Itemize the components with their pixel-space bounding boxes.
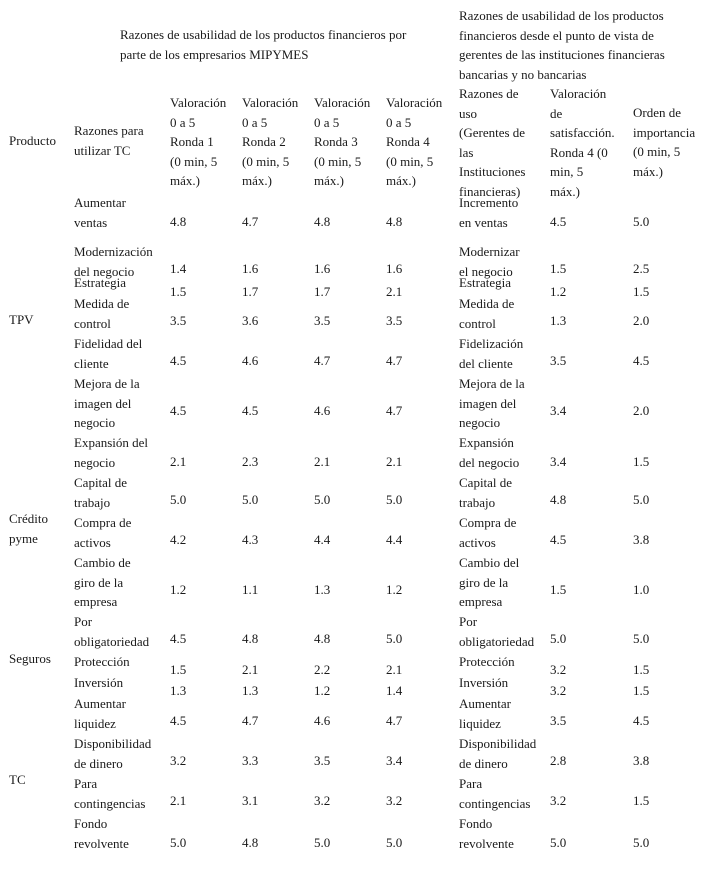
row-ronda-1: 2.1 bbox=[170, 454, 187, 469]
header-importancia: Orden de importancia (0 min, 5 máx.) bbox=[633, 105, 696, 179]
row-ronda-3: 4.7 bbox=[314, 353, 331, 368]
row-ronda-4: 2.1 bbox=[386, 284, 403, 299]
row-importancia: 3.8 bbox=[633, 753, 650, 768]
product-credito-pyme: Crédito pyme bbox=[9, 511, 48, 546]
header-ronda-3: Valoración 0 a 5 Ronda 3 (0 min, 5 máx.) bbox=[314, 95, 371, 188]
row-razon-tc: Expansión del negocio bbox=[74, 435, 149, 470]
row-razon-uso: Cambio del giro de la empresa bbox=[459, 555, 520, 609]
row-ronda-1: 4.8 bbox=[170, 214, 187, 229]
row-importancia: 1.5 bbox=[633, 662, 650, 677]
row-razon-tc: Protección bbox=[74, 654, 130, 669]
row-ronda-3: 3.2 bbox=[314, 793, 331, 808]
row-importancia: 4.5 bbox=[633, 353, 650, 368]
row-satisfaccion: 3.5 bbox=[550, 713, 567, 728]
row-ronda-4: 5.0 bbox=[386, 492, 403, 507]
row-ronda-1: 4.5 bbox=[170, 631, 187, 646]
group-title-mipymes: Razones de usabilidad de los productos financieros por parte de los empresarios MIPYMES bbox=[120, 27, 407, 62]
row-ronda-2: 4.5 bbox=[242, 403, 259, 418]
row-ronda-3: 3.5 bbox=[314, 753, 331, 768]
row-importancia: 5.0 bbox=[633, 835, 650, 850]
row-importancia: 1.5 bbox=[633, 454, 650, 469]
row-ronda-3: 4.8 bbox=[314, 631, 331, 646]
row-ronda-1: 1.5 bbox=[170, 662, 187, 677]
row-ronda-1: 2.1 bbox=[170, 793, 187, 808]
row-ronda-2: 1.1 bbox=[242, 582, 259, 597]
row-ronda-2: 5.0 bbox=[242, 492, 259, 507]
row-satisfaccion: 3.4 bbox=[550, 454, 567, 469]
row-ronda-3: 1.2 bbox=[314, 683, 331, 698]
row-razon-tc: Fondo revolvente bbox=[74, 816, 129, 851]
row-ronda-2: 3.6 bbox=[242, 313, 259, 328]
row-razon-uso: Aumentar liquidez bbox=[459, 696, 511, 731]
row-ronda-1: 1.2 bbox=[170, 582, 187, 597]
row-importancia: 1.0 bbox=[633, 582, 650, 597]
row-razon-tc: Inversión bbox=[74, 675, 124, 690]
row-razon-uso: Medida de control bbox=[459, 296, 515, 331]
row-razon-uso: Inversión bbox=[459, 675, 509, 690]
row-ronda-4: 4.7 bbox=[386, 713, 403, 728]
row-ronda-4: 5.0 bbox=[386, 631, 403, 646]
row-razon-uso: Para contingencias bbox=[459, 776, 531, 811]
row-razon-uso: Fondo revolvente bbox=[459, 816, 514, 851]
row-importancia: 3.8 bbox=[633, 532, 650, 547]
row-razon-uso: Por obligatoriedad bbox=[459, 614, 535, 649]
row-razon-tc: Modernización del negocio bbox=[74, 244, 153, 279]
row-razon-uso: Incremento en ventas bbox=[459, 195, 519, 230]
row-ronda-1: 5.0 bbox=[170, 835, 187, 850]
row-ronda-3: 2.2 bbox=[314, 662, 331, 677]
group-title-gerentes: Razones de usabilidad de los productos financieros desde el punto de vista de gerentes de las instituciones financieras bancarias y no bancarias bbox=[459, 8, 665, 82]
row-ronda-1: 3.5 bbox=[170, 313, 187, 328]
row-satisfaccion: 2.8 bbox=[550, 753, 567, 768]
row-ronda-2: 1.6 bbox=[242, 261, 259, 276]
row-ronda-3: 1.6 bbox=[314, 261, 331, 276]
row-razon-tc: Disponibilidad de dinero bbox=[74, 736, 152, 771]
row-satisfaccion: 4.5 bbox=[550, 214, 567, 229]
row-ronda-3: 5.0 bbox=[314, 835, 331, 850]
row-satisfaccion: 1.5 bbox=[550, 261, 567, 276]
row-razon-tc: Fidelidad del cliente bbox=[74, 336, 143, 371]
row-ronda-1: 4.5 bbox=[170, 403, 187, 418]
row-razon-tc: Capital de trabajo bbox=[74, 475, 128, 510]
row-ronda-1: 3.2 bbox=[170, 753, 187, 768]
row-ronda-1: 4.5 bbox=[170, 713, 187, 728]
row-ronda-1: 5.0 bbox=[170, 492, 187, 507]
row-razon-tc: Aumentar ventas bbox=[74, 195, 126, 230]
row-ronda-4: 1.2 bbox=[386, 582, 403, 597]
row-ronda-4: 2.1 bbox=[386, 454, 403, 469]
header-producto: Producto bbox=[9, 133, 56, 148]
row-importancia: 5.0 bbox=[633, 631, 650, 646]
row-ronda-2: 4.7 bbox=[242, 214, 259, 229]
row-ronda-2: 3.3 bbox=[242, 753, 259, 768]
row-razon-tc: Aumentar liquidez bbox=[74, 696, 126, 731]
row-importancia: 4.5 bbox=[633, 713, 650, 728]
row-satisfaccion: 1.5 bbox=[550, 582, 567, 597]
row-ronda-4: 2.1 bbox=[386, 662, 403, 677]
row-importancia: 5.0 bbox=[633, 492, 650, 507]
row-ronda-1: 4.2 bbox=[170, 532, 187, 547]
row-razon-uso: Compra de activos bbox=[459, 515, 517, 550]
row-importancia: 2.5 bbox=[633, 261, 650, 276]
row-ronda-3: 4.8 bbox=[314, 214, 331, 229]
row-ronda-1: 4.5 bbox=[170, 353, 187, 368]
product-tc: TC bbox=[9, 772, 26, 787]
product-tpv: TPV bbox=[9, 312, 34, 327]
row-ronda-2: 4.8 bbox=[242, 631, 259, 646]
row-ronda-1: 1.3 bbox=[170, 683, 187, 698]
row-ronda-3: 4.6 bbox=[314, 713, 331, 728]
row-satisfaccion: 1.2 bbox=[550, 284, 567, 299]
row-importancia: 1.5 bbox=[633, 793, 650, 808]
row-ronda-2: 2.1 bbox=[242, 662, 259, 677]
row-ronda-4: 4.7 bbox=[386, 403, 403, 418]
row-razon-uso: Modernizar el negocio bbox=[459, 244, 520, 279]
header-ronda-1: Valoración 0 a 5 Ronda 1 (0 min, 5 máx.) bbox=[170, 95, 227, 188]
row-ronda-3: 2.1 bbox=[314, 454, 331, 469]
row-ronda-4: 4.4 bbox=[386, 532, 403, 547]
row-satisfaccion: 3.4 bbox=[550, 403, 567, 418]
row-satisfaccion: 3.2 bbox=[550, 683, 567, 698]
row-ronda-4: 5.0 bbox=[386, 835, 403, 850]
row-ronda-3: 4.6 bbox=[314, 403, 331, 418]
row-razon-uso: Expansión del negocio bbox=[459, 435, 520, 470]
row-ronda-4: 1.6 bbox=[386, 261, 403, 276]
row-ronda-2: 3.1 bbox=[242, 793, 259, 808]
row-razon-tc: Mejora de la imagen del negocio bbox=[74, 376, 140, 430]
row-ronda-4: 1.4 bbox=[386, 683, 403, 698]
row-razon-uso: Protección bbox=[459, 654, 515, 669]
row-satisfaccion: 1.3 bbox=[550, 313, 567, 328]
row-ronda-2: 4.8 bbox=[242, 835, 259, 850]
row-ronda-2: 4.3 bbox=[242, 532, 259, 547]
header-ronda-4: Valoración 0 a 5 Ronda 4 (0 min, 5 máx.) bbox=[386, 95, 443, 188]
row-razon-tc: Compra de activos bbox=[74, 515, 132, 550]
row-satisfaccion: 4.5 bbox=[550, 532, 567, 547]
header-razones-uso: Razones de uso (Gerentes de las Instituciones financieras) bbox=[459, 86, 526, 199]
header-ronda-2: Valoración 0 a 5 Ronda 2 (0 min, 5 máx.) bbox=[242, 95, 299, 188]
row-ronda-3: 5.0 bbox=[314, 492, 331, 507]
row-satisfaccion: 3.2 bbox=[550, 662, 567, 677]
row-satisfaccion: 5.0 bbox=[550, 835, 567, 850]
row-ronda-2: 2.3 bbox=[242, 454, 259, 469]
row-importancia: 1.5 bbox=[633, 683, 650, 698]
row-importancia: 1.5 bbox=[633, 284, 650, 299]
row-satisfaccion: 4.8 bbox=[550, 492, 567, 507]
row-razon-uso: Capital de trabajo bbox=[459, 475, 513, 510]
row-razon-tc: Para contingencias bbox=[74, 776, 146, 811]
row-importancia: 5.0 bbox=[633, 214, 650, 229]
row-razon-tc: Medida de control bbox=[74, 296, 130, 331]
product-seguros: Seguros bbox=[9, 651, 51, 666]
row-ronda-3: 3.5 bbox=[314, 313, 331, 328]
row-ronda-3: 4.4 bbox=[314, 532, 331, 547]
row-ronda-2: 1.3 bbox=[242, 683, 259, 698]
row-razon-tc: Estrategia bbox=[74, 275, 126, 290]
header-satisfaccion: Valoración de satisfacción. Ronda 4 (0 min, 5 máx.) bbox=[550, 86, 615, 199]
row-ronda-3: 1.7 bbox=[314, 284, 331, 299]
row-ronda-1: 1.4 bbox=[170, 261, 187, 276]
row-razon-uso: Fidelización del cliente bbox=[459, 336, 524, 371]
row-importancia: 2.0 bbox=[633, 403, 650, 418]
row-ronda-4: 3.4 bbox=[386, 753, 403, 768]
row-ronda-2: 1.7 bbox=[242, 284, 259, 299]
row-ronda-4: 3.5 bbox=[386, 313, 403, 328]
row-satisfaccion: 5.0 bbox=[550, 631, 567, 646]
row-ronda-1: 1.5 bbox=[170, 284, 187, 299]
row-satisfaccion: 3.2 bbox=[550, 793, 567, 808]
row-razon-tc: Cambio de giro de la empresa bbox=[74, 555, 131, 609]
row-ronda-2: 4.6 bbox=[242, 353, 259, 368]
row-satisfaccion: 3.5 bbox=[550, 353, 567, 368]
header-razones-tc: Razones para utilizar TC bbox=[74, 123, 144, 158]
row-ronda-2: 4.7 bbox=[242, 713, 259, 728]
row-razon-uso: Disponibilidad de dinero bbox=[459, 736, 537, 771]
row-importancia: 2.0 bbox=[633, 313, 650, 328]
row-ronda-4: 4.7 bbox=[386, 353, 403, 368]
row-razon-uso: Estrategia bbox=[459, 275, 511, 290]
row-razon-uso: Mejora de la imagen del negocio bbox=[459, 376, 525, 430]
row-ronda-4: 3.2 bbox=[386, 793, 403, 808]
row-razon-tc: Por obligatoriedad bbox=[74, 614, 150, 649]
row-ronda-3: 1.3 bbox=[314, 582, 331, 597]
row-ronda-4: 4.8 bbox=[386, 214, 403, 229]
